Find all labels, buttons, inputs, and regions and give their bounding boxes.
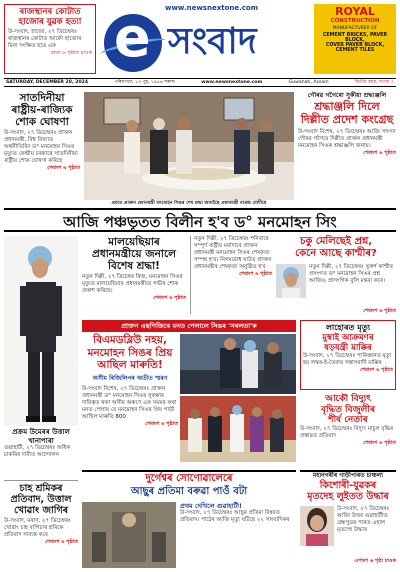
durga-body-lead: প্ৰথম দেখিলে গুৱাহাটী!: [180, 502, 242, 510]
left-teaser-box: [4, 4, 96, 74]
durga-idol-scene: [82, 502, 176, 568]
malaysia-head-1: মালয়েছিয়াৰ: [108, 236, 160, 248]
former-pm-head-3: আছিল মাৰুতি!: [97, 359, 163, 371]
dateline-bar: [4, 78, 396, 87]
former-pm-head-2: মনমোহন সিঙৰ প্ৰিয়: [87, 346, 173, 359]
right-bottom-portrait: [300, 506, 334, 546]
malaysia-story: [82, 236, 186, 314]
malaysia-more: শেষাংশ ৬ পৃষ্ঠাত: [153, 295, 186, 301]
right-bottom-more: এপাংশ ৬ পৃষ্ঠা চাওক: [354, 558, 396, 564]
group-photo: [180, 396, 296, 462]
malaysia-body: নতুন দিল্লী, ২৭ ডিচেম্বৰ স্বিজ, মনমোহন সিঙৰ মৃত্যুত মালয়েছিয়াৰ প্ৰধানমন্ত্ৰীয়ে গভীৰ শোক প্ৰকাশ কৰিছে।: [82, 274, 183, 294]
right-bottom-photo: [300, 506, 334, 546]
logo-e-letter: e: [114, 6, 151, 69]
ad-line-4: CEMENT TILES: [335, 48, 375, 53]
former-pm-body: উ-সংবাদ বিশেষ, ২৭ ডিচেম্বৰঃ প্ৰাক্তন প্ৰধানমন্ত্ৰী ড° মনমোহন সিঙৰ সুৰক্ষাৰ দায়িত্বত থকা অসীম অৰুণে এক সময়ৰ কথা মনত পেলায় যে মনমোহন সিঙৰ প্ৰিয় গাড়ী আছিল মাৰুতি 800: [82, 385, 177, 420]
left-teaser-headline-1: ৰাজস্থানৰ কোটাত: [19, 7, 81, 17]
right-bottom-head-1: কিশোৰী-যুৱকৰ: [319, 480, 377, 491]
dateline-edition: দ্বিতীয় বছৰ, সংখ্যা ৩: [355, 80, 394, 85]
left-mid-story: [4, 428, 78, 460]
royal-construction-ad: [314, 4, 396, 74]
left-bottom-more: শেষাংশ ৬ পৃষ্ঠাত: [45, 539, 78, 545]
dateline-site: www.newsnextone.com: [201, 80, 263, 85]
former-pm-story: [82, 334, 178, 468]
website-url: www.newsnextone.com: [165, 4, 259, 12]
dateline-issue: পৰিসংখ্যা, ১৩ পুহ, ১৯৪৬ শকাব্দ: [114, 80, 175, 85]
durga-head-2: আছুৰ প্ৰতিমা বৰুৱা পাওঁ বটা: [130, 486, 248, 497]
left-teaser-more: হায়দ ৬ পৃষ্ঠাত চাওক: [51, 50, 92, 56]
left-bottom-body: উ-সংবাদ, মৰাণ, ২৭ ডিচেম্বৰঃ খোৱাং চাহ বাগিচাৰ শ্ৰমিকে প্ৰতিবাদ সাব্যস্ত কৰে: [4, 518, 71, 538]
main-banner-headline: আজি পঞ্চভূতত বিলীন হ'ব ড° মনমোহন সিং: [4, 208, 396, 232]
left-mid-caption: প্ৰক্ৰম উমেৰৰ উত্তাল খানাপাৰা: [12, 428, 70, 445]
right-bottom-body: উ-সংবাদ, ২৭ ডিচেম্বৰঃ আজি উত্তৰ গুৱাহাটীত ব্ৰহ্মপুত্ৰৰ পাৰত এহাল মৃতদেহ উদ্ধাৰ: [337, 506, 390, 533]
former-pm-kicker: প্ৰাক্তন এছপিজিৰে মনত পেলালে সিঙৰ 'সৰলতা'ক: [82, 320, 296, 332]
tribute-scene: [84, 92, 294, 200]
kashmir-head-2: কেনে আছে কাশ্মীৰ?: [295, 248, 377, 259]
kashmir-photo: [276, 264, 306, 298]
left-col-head-1: সাতদিনীয়া: [19, 92, 65, 104]
right-top-body: উ-সংবাদ বিশেষ, ২৭ ডিচেম্বৰঃ আজি সাংসদ গৌৰৱ গগৈয়ে দিল্লীত প্ৰাক্তন প্ৰধানমন্ত্ৰী মনমোহন সিঙক শ্ৰদ্ধাঞ্জলি জনায়।: [298, 129, 396, 149]
right-mid2-body: উ-সংবাদ, ২৭ ডিচেম্বৰঃ বিদ্যুৎ মাচুল বৃদ্ধিৰ প্ৰস্তাৱত প্ৰতিবাদ: [300, 425, 394, 439]
manmohan-standing-photo: [4, 236, 78, 426]
right-top-head-2: দিল্লীত প্ৰদেশ কংগ্ৰেছ: [300, 113, 394, 126]
manmohan-figure: [4, 236, 78, 426]
former-pm-more: শেষাংশ ৬ পৃষ্ঠাত: [145, 420, 178, 427]
right-top-story: [298, 92, 396, 204]
right-bottom-story: [300, 470, 396, 568]
kashmir-story: [276, 236, 396, 316]
right-mid2-story: [300, 394, 396, 466]
modi-tribute-photo: [84, 92, 294, 200]
left-col-more: শেষাংশ ৬ পৃষ্ঠাত: [47, 165, 80, 171]
left-teaser-headline-2: হাজোৰ যুৱক হত্যা: [18, 17, 82, 27]
ad-line-1: MANUFACTURER OF: [332, 26, 378, 31]
right-mid-more: শেষাংশ ৬ পৃষ্ঠাত: [360, 366, 393, 373]
durga-idol-photo: [82, 502, 176, 568]
ad-line-3: COVER PAVER BLOCK,: [325, 43, 385, 48]
motorcade-photo: [180, 334, 296, 394]
samadhi-story: [190, 236, 272, 314]
left-bottom-head-1: চাহ শ্ৰমিকৰ: [19, 483, 63, 494]
right-top-head-1: শ্ৰদ্ধাঞ্জলি দিলে: [314, 100, 380, 113]
right-mid2-more: শেষাংশ ৬ পৃষ্ঠাত: [363, 439, 396, 446]
logo-text: সংবাদ: [168, 21, 257, 62]
right-bottom-kicker: মহানগৰীৰ গাড়ীপাৰত চাঞ্চল্য: [312, 472, 384, 479]
samadhi-body: নতুন দিল্লী, ২৭ ডিচেম্বৰঃ শনিবাৰে সম্পূৰ্ণ ৰাষ্ট্ৰীয় মৰ্যাদাৰে প্ৰাক্তন প্ৰধানমন্ত্ৰী মনমোহন সিঙৰ শেষকৃত্য সম্পন্ন হ'ব। নিগমবোধ ঘাটত প্ৰাক্তন প্ৰধানমন্ত্ৰীৰ শেষকৃত্য অনুষ্ঠিত হ'ব: [194, 236, 272, 270]
bottom-center-body: উ-সংবাদ, ২৭ ডিচেম্বৰঃ আছুৰ প্ৰতিমা বিষয়ত প্ৰতিবাদ। পাঠেৰ আজি মৃত্যু ঘটিছে ২২ সাংবাদিকৰ: [180, 510, 290, 523]
kashmir-more: শেষাংশ ৬ পৃষ্ঠাত: [363, 308, 396, 314]
dateline-date: SATURDAY, DECEMBER 28, 2024: [6, 80, 89, 85]
left-col-head-2: ৰাষ্ট্ৰীয়-ৰাজ্যিক: [11, 104, 73, 116]
durga-head-1: দুৰ্গেশ্বৰ সোণোৱালেৰে: [145, 473, 233, 484]
tribute-caption: প্ৰয়াত প্ৰাক্তন প্ৰধানমন্ত্ৰী মনমোহন সিঙৰ শেষ শ্ৰদ্ধা জনাইছে প্ৰধানমন্ত্ৰী নৰেন্দ্ৰ মোদীয়ে: [111, 201, 267, 206]
right-mid-head-2: মুম্বাই আক্ৰমণৰ: [322, 332, 374, 343]
malaysia-head-3: বিশেষ শ্ৰদ্ধা!: [108, 260, 160, 272]
right-mid-head-3: ষড়যন্ত্ৰী মাক্কিৰ: [324, 342, 372, 353]
left-teaser-body: উ-সংবাদ, হাজো, ২৭ ডিচেম্বৰঃ ৰাজস্থানৰ কোটাত আকৌ হাজোৰ মিনা সংক্ষিত ছাত্ৰ এক: [8, 29, 82, 49]
kashmir-head-1: চকু মেলিছেই প্ৰশ্ন,: [299, 236, 373, 247]
left-col-head-3: শোক ঘোষণা: [15, 116, 69, 128]
right-mid-story: [300, 320, 396, 390]
dateline-place: Guwahati, Assam: [288, 80, 329, 85]
right-mid2-head-2: বৃদ্ধিত বিজুলীৰ: [320, 404, 376, 415]
kashmir-portrait: [276, 264, 306, 298]
former-pm-head-1: বিএমডব্লিউ নহয়,: [93, 334, 167, 346]
durga-story: [82, 470, 296, 500]
bottom-center-story: [180, 502, 296, 568]
right-bottom-head-2: মৃতদেহ লুইতত উদ্ধাৰ: [307, 491, 389, 502]
samadhi-more: শেষাংশ ৬ পৃষ্ঠাত: [239, 271, 272, 277]
left-bottom-head-2: প্ৰতিবাদ, উত্তাল: [10, 494, 72, 505]
kashmir-body: নতুন দিল্লী, ২৭ ডিচেম্বৰঃ ভূস্বৰ্গ কাশ্মীৰ প্ৰসংগত ড° মনমোহন সিঙৰ প্ৰশ্ন আজিও প্ৰাসংগিক বুলি মন্তব্য কৰে।: [309, 264, 393, 284]
former-pm-subhead: অসীম ৰিজিলিপৰ অতীত স্মৰণ: [92, 374, 168, 382]
malaysia-head-2: প্ৰধানমন্ত্ৰীয়ে জনালে: [92, 248, 176, 260]
ad-subtitle: CONSTRUCTION: [330, 18, 380, 24]
left-col-story: [4, 92, 80, 202]
right-mid2-head-3: শীৰ্ষ নেতাৰ: [328, 415, 368, 425]
left-bottom-head-3: খোৱাং জাগিৰ: [13, 505, 69, 516]
right-mid-body: উ-সংবাদ, ২৭ ডিচেম্বৰঃ পাকিস্তানত মৃত্যু হয় লস্কৰ-ই-তৈবাৰ সন্ত্ৰাসবাদী মাক্কিৰ: [303, 352, 392, 366]
right-top-kicker: গৌৰৱ গগৈৰো সুকীয়া শ্ৰদ্ধাঞ্জলি: [307, 92, 387, 99]
left-col-body: উ-সংবাদ, ২৭ ডিচেম্বৰঃ প্ৰাক্তন প্ৰধানমন্ত্ৰী, বিশ্ব বিখ্যাত অৰ্থনীতিবিদ ড° মনমোহন সিঙৰ মৃত্যুত কেন্দ্ৰীয় চৰকাৰে সাতদিনীয়া ৰাষ্ট্ৰীয় শোক ঘোষণা কৰিছে: [4, 130, 78, 164]
right-top-more: শেষাংশ ৬ পৃষ্ঠাত: [363, 150, 396, 156]
left-mid-body: গুৱাহাটী, ২৭ ডিচেম্বৰঃ অধিক চাকৰিৰ দাবীত আন্দোলন: [4, 445, 71, 458]
group-scene: [180, 396, 296, 462]
ad-title: ROYAL: [335, 5, 375, 18]
right-mid-head-1: লাহোৰত মৃত্যু: [325, 323, 371, 332]
right-mid2-head-1: আকৌ বিদ্যুৎ: [325, 394, 371, 404]
left-bottom-story: [4, 480, 78, 568]
motorcade-scene: [180, 334, 296, 394]
ad-line-2: CEMENT BRICKS, PAVER BLOCK,: [322, 33, 388, 43]
